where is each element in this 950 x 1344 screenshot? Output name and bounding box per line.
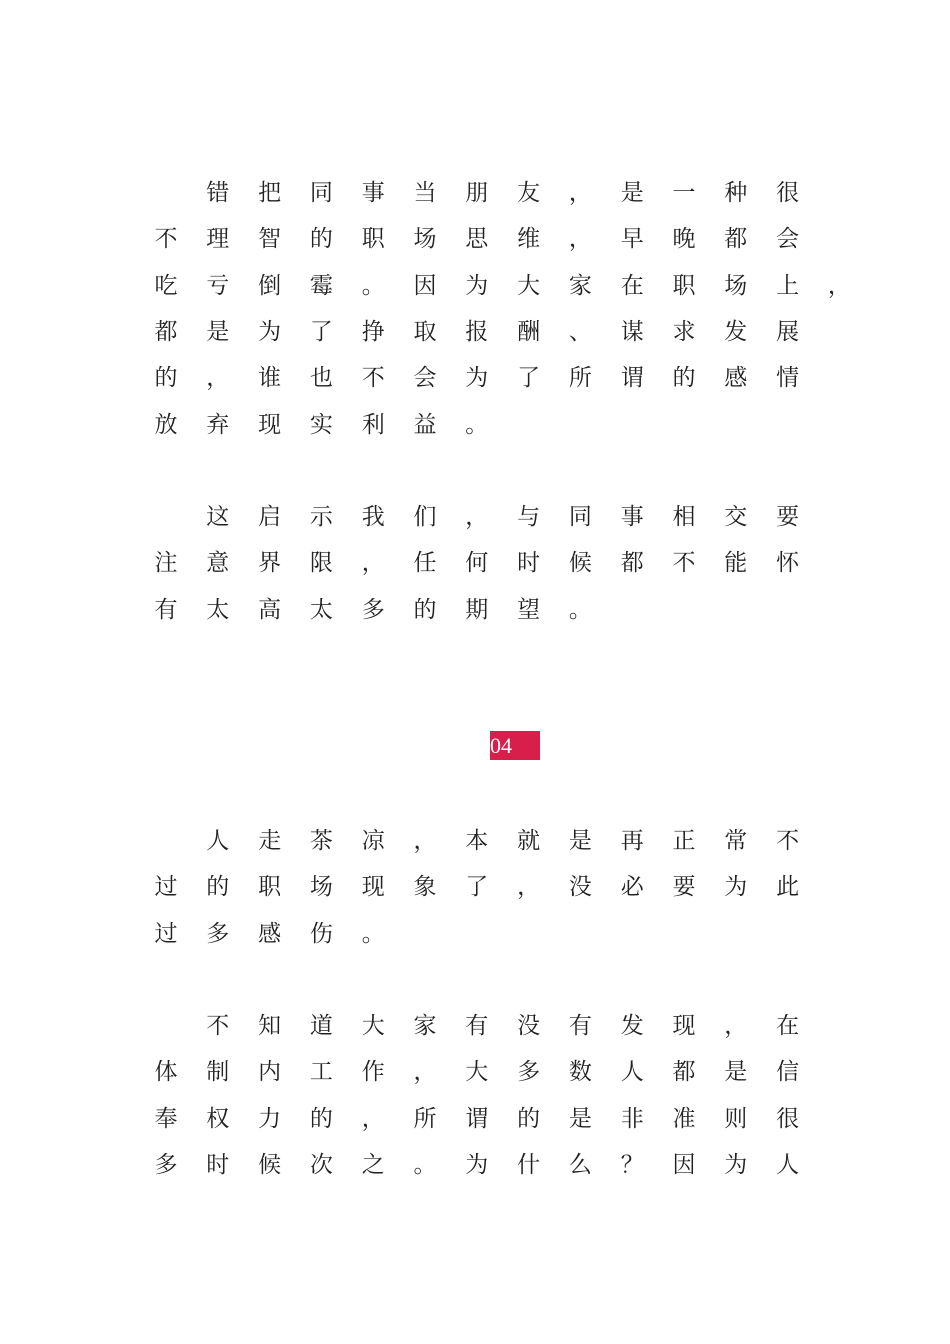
text-char: 相 bbox=[672, 504, 696, 530]
text-char: 展 bbox=[776, 318, 800, 345]
text-char: 象 bbox=[413, 874, 437, 901]
text-char: 为 bbox=[724, 1151, 748, 1178]
text-char: 都 bbox=[724, 226, 748, 253]
text-char: 都 bbox=[620, 550, 644, 577]
text-char: 现 bbox=[672, 1013, 696, 1039]
text-char: 凉 bbox=[361, 828, 385, 854]
text-char bbox=[146, 178, 186, 208]
text-char: 同 bbox=[568, 504, 592, 530]
text-char: 本 bbox=[465, 828, 489, 854]
text-char: 谁 bbox=[258, 365, 282, 392]
text-char: 场 bbox=[413, 226, 437, 253]
text-char: 当 bbox=[413, 180, 437, 206]
text-char: 为 bbox=[258, 318, 282, 345]
text-char: 挣 bbox=[361, 318, 385, 345]
text-char: 发 bbox=[724, 318, 748, 345]
text-char: 的 bbox=[413, 596, 437, 623]
text-char: 奉 bbox=[154, 1105, 178, 1132]
text-char: 时 bbox=[206, 1151, 230, 1178]
text-char: 在 bbox=[776, 1013, 800, 1039]
text-char: 过 bbox=[154, 874, 178, 901]
text-char: 事 bbox=[620, 504, 644, 530]
text-char: 。 bbox=[413, 1151, 437, 1178]
text-char: 们 bbox=[413, 504, 437, 530]
text-char: 为 bbox=[465, 272, 489, 299]
text-char: 事 bbox=[361, 180, 385, 206]
text-char: 感 bbox=[258, 920, 282, 947]
text-char: 晚 bbox=[672, 226, 696, 253]
text-char: 了 bbox=[309, 318, 333, 345]
text-char: 谓 bbox=[620, 365, 644, 392]
text-char: 次 bbox=[309, 1151, 333, 1178]
text-char: 何 bbox=[465, 550, 489, 577]
text-char: 多 bbox=[361, 596, 385, 623]
text-char: 友 bbox=[517, 180, 541, 206]
text-char: 走 bbox=[258, 828, 282, 854]
text-char: 是 bbox=[568, 828, 592, 854]
text-char: 职 bbox=[258, 874, 282, 901]
text-char: 在 bbox=[620, 272, 644, 299]
text-char: 数 bbox=[568, 1059, 592, 1086]
text-char: 过 bbox=[154, 920, 178, 947]
text-char: 权 bbox=[206, 1105, 230, 1132]
text-char: 什 bbox=[517, 1151, 541, 1178]
text-char: 人 bbox=[620, 1059, 644, 1086]
text-char: 必 bbox=[620, 874, 644, 901]
text-char: 求 bbox=[672, 318, 696, 345]
text-char: 之 bbox=[361, 1151, 385, 1178]
text-char: 吃 bbox=[154, 272, 178, 299]
text-char: 的 bbox=[672, 365, 696, 392]
text-char: 是 bbox=[724, 1059, 748, 1086]
section-number: 04 bbox=[490, 733, 512, 758]
text-char: ， bbox=[517, 874, 541, 901]
text-char: 感 bbox=[724, 365, 748, 392]
text-char: 家 bbox=[568, 272, 592, 299]
text-char: 此 bbox=[776, 874, 800, 901]
text-char: 伤 bbox=[309, 920, 333, 947]
text-char: ， bbox=[568, 180, 592, 206]
text-char: 体 bbox=[154, 1059, 178, 1086]
text-char: 亏 bbox=[206, 272, 230, 299]
text-char: 了 bbox=[517, 365, 541, 392]
text-char: 茶 bbox=[309, 828, 333, 854]
text-char: 利 bbox=[361, 411, 385, 438]
text-char: 再 bbox=[620, 828, 644, 854]
text-char: 家 bbox=[413, 1013, 437, 1039]
text-char bbox=[146, 826, 186, 856]
text-char: 不 bbox=[154, 226, 178, 253]
text-char: 人 bbox=[776, 1151, 800, 1178]
text-char: 不 bbox=[776, 828, 800, 854]
text-char: 同 bbox=[309, 180, 333, 206]
text-char: 的 bbox=[517, 1105, 541, 1132]
text-char: 很 bbox=[776, 1105, 800, 1132]
text-char: 现 bbox=[258, 411, 282, 438]
text-char: ， bbox=[413, 828, 437, 854]
text-char: ， bbox=[361, 1105, 385, 1132]
text-char bbox=[146, 502, 186, 532]
text-char: 有 bbox=[568, 1013, 592, 1039]
text-char: 期 bbox=[465, 596, 489, 623]
text-char: 为 bbox=[465, 1151, 489, 1178]
text-char: 多 bbox=[517, 1059, 541, 1086]
text-char: 候 bbox=[258, 1151, 282, 1178]
text-char: 就 bbox=[517, 828, 541, 854]
text-char: 怀 bbox=[776, 550, 800, 577]
text-char: 放 bbox=[154, 411, 178, 438]
text-char: 意 bbox=[206, 550, 230, 577]
text-char: 非 bbox=[620, 1105, 644, 1132]
text-char: 注 bbox=[154, 550, 178, 577]
text-char: 都 bbox=[672, 1059, 696, 1086]
text-char: 弃 bbox=[206, 411, 230, 438]
text-char: 没 bbox=[568, 874, 592, 901]
text-char: 人 bbox=[206, 828, 230, 854]
text-char: 示 bbox=[309, 504, 333, 530]
text-char: 知 bbox=[258, 1013, 282, 1039]
text-char: 。 bbox=[568, 596, 592, 623]
text-char: 、 bbox=[568, 318, 592, 345]
text-char: 智 bbox=[258, 226, 282, 253]
text-char: 现 bbox=[361, 874, 385, 901]
text-char: 早 bbox=[620, 226, 644, 253]
text-char: 界 bbox=[258, 550, 282, 577]
text-char: 作 bbox=[361, 1059, 385, 1086]
text-char: 是 bbox=[568, 1105, 592, 1132]
text-char: 任 bbox=[413, 550, 437, 577]
text-char: 了 bbox=[465, 874, 489, 901]
text-char: 实 bbox=[309, 411, 333, 438]
text-char: 能 bbox=[724, 550, 748, 577]
text-char bbox=[146, 1011, 186, 1041]
text-char: ， bbox=[568, 226, 592, 253]
text-char: 为 bbox=[465, 365, 489, 392]
text-char: 不 bbox=[206, 1013, 230, 1039]
text-char: 太 bbox=[309, 596, 333, 623]
text-char: 有 bbox=[465, 1013, 489, 1039]
text-char: 谓 bbox=[465, 1105, 489, 1132]
text-char: 不 bbox=[672, 550, 696, 577]
text-char: 场 bbox=[309, 874, 333, 901]
text-char: 种 bbox=[724, 180, 748, 206]
text-char: 职 bbox=[672, 272, 696, 299]
text-char: 与 bbox=[517, 504, 541, 530]
text-char: 都 bbox=[154, 318, 178, 345]
text-char: 大 bbox=[517, 272, 541, 299]
text-char: 制 bbox=[206, 1059, 230, 1086]
text-char: 很 bbox=[776, 180, 800, 206]
text-char: 工 bbox=[309, 1059, 333, 1086]
text-char: 是 bbox=[206, 318, 230, 345]
text-char: 。 bbox=[361, 920, 385, 947]
text-char: 一 bbox=[672, 180, 696, 206]
text-char: 候 bbox=[568, 550, 592, 577]
text-char: 我 bbox=[361, 504, 385, 530]
text-char: 限 bbox=[309, 550, 333, 577]
text-char: 高 bbox=[258, 596, 282, 623]
text-char: 要 bbox=[776, 504, 800, 530]
text-char: ， bbox=[413, 1059, 437, 1086]
text-char: 。 bbox=[465, 411, 489, 438]
text-char: 望 bbox=[517, 596, 541, 623]
text-char: 会 bbox=[776, 226, 800, 253]
text-char: ， bbox=[206, 365, 230, 392]
text-char: 。 bbox=[361, 272, 385, 299]
text-char: 益 bbox=[413, 411, 437, 438]
text-char: 酬 bbox=[517, 318, 541, 345]
text-char: 会 bbox=[413, 365, 437, 392]
text-char: 谋 bbox=[620, 318, 644, 345]
text-char: 信 bbox=[776, 1059, 800, 1086]
text-char: 的 bbox=[154, 365, 178, 392]
text-char: ， bbox=[465, 504, 489, 530]
text-char: 理 bbox=[206, 226, 230, 253]
text-char: 常 bbox=[724, 828, 748, 854]
text-char: 正 bbox=[672, 828, 696, 854]
text-char: 是 bbox=[620, 180, 644, 206]
text-char: 这 bbox=[206, 504, 230, 530]
text-char: 道 bbox=[309, 1013, 333, 1039]
text-char: 维 bbox=[517, 226, 541, 253]
text-char: 倒 bbox=[258, 272, 282, 299]
text-char: 也 bbox=[309, 365, 333, 392]
text-char: 错 bbox=[206, 180, 230, 206]
text-char: 因 bbox=[413, 272, 437, 299]
text-char: 大 bbox=[361, 1013, 385, 1039]
text-char: 多 bbox=[206, 920, 230, 947]
text-char: ， bbox=[724, 1013, 748, 1039]
section-number-badge bbox=[490, 731, 540, 760]
text-char: 力 bbox=[258, 1105, 282, 1132]
text-char: 没 bbox=[517, 1013, 541, 1039]
text-char: 因 bbox=[672, 1151, 696, 1178]
text-char: 报 bbox=[465, 318, 489, 345]
text-char: 上 bbox=[776, 272, 800, 299]
text-char: ， bbox=[361, 550, 385, 577]
text-char: 取 bbox=[413, 318, 437, 345]
text-char: ？ bbox=[620, 1151, 644, 1178]
text-char: 么 bbox=[568, 1151, 592, 1178]
text-char: 有 bbox=[154, 596, 178, 623]
text-char: 的 bbox=[309, 1105, 333, 1132]
text-char: 霉 bbox=[309, 272, 333, 299]
text-char: 准 bbox=[672, 1105, 696, 1132]
text-char: 把 bbox=[258, 180, 282, 206]
text-char: 内 bbox=[258, 1059, 282, 1086]
text-char: 的 bbox=[206, 874, 230, 901]
text-char: 则 bbox=[724, 1105, 748, 1132]
text-char: 为 bbox=[724, 874, 748, 901]
text-char: 不 bbox=[361, 365, 385, 392]
text-char: 职 bbox=[361, 226, 385, 253]
text-char: 太 bbox=[206, 596, 230, 623]
text-char: 朋 bbox=[465, 180, 489, 206]
text-char: 思 bbox=[465, 226, 489, 253]
text-char: 的 bbox=[309, 226, 333, 253]
text-char: 时 bbox=[517, 550, 541, 577]
text-char: ， bbox=[827, 272, 851, 299]
text-char: 情 bbox=[776, 365, 800, 392]
text-char: 所 bbox=[413, 1105, 437, 1132]
text-char: 要 bbox=[672, 874, 696, 901]
text-char: 启 bbox=[258, 504, 282, 530]
text-char: 交 bbox=[724, 504, 748, 530]
text-char: 多 bbox=[154, 1151, 178, 1178]
text-char: 发 bbox=[620, 1013, 644, 1039]
text-char: 所 bbox=[568, 365, 592, 392]
text-char: 场 bbox=[724, 272, 748, 299]
text-char: 大 bbox=[465, 1059, 489, 1086]
